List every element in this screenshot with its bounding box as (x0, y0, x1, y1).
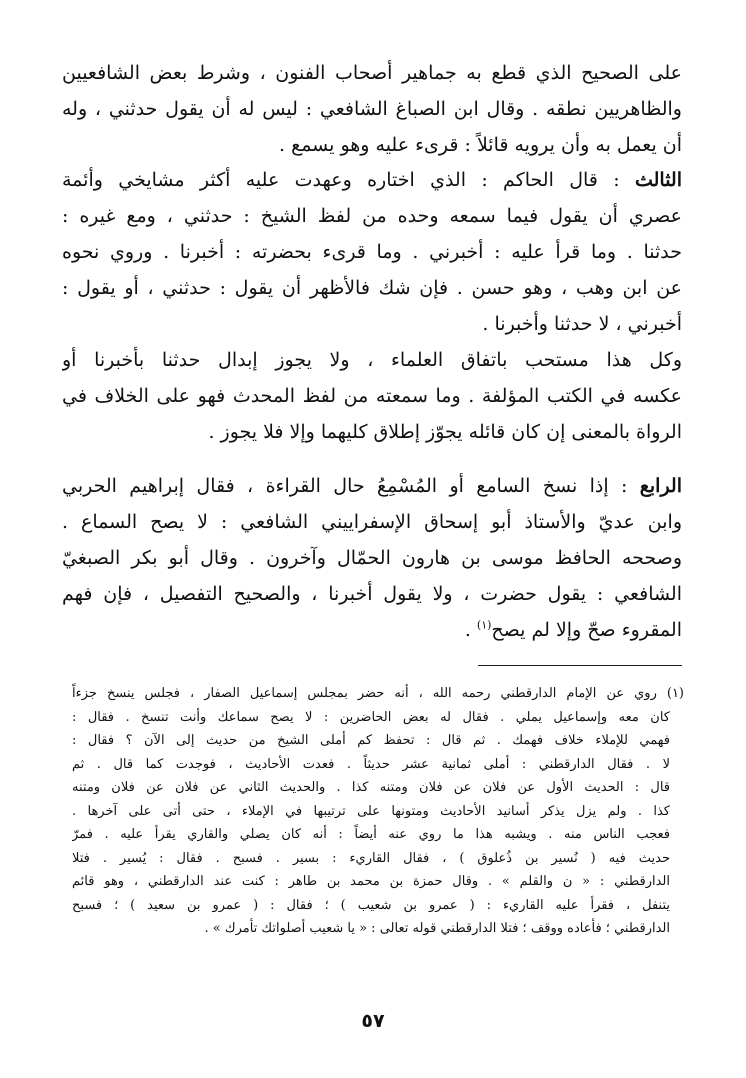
footnote-line: لا . فقال الدارقطني : أملى ثمانية عشر حديثاً . فعدت الأحاديث ، فوجدت كما قال . ثم (72, 756, 670, 772)
footnote-line: فعجب الناس منه . ويشبه هذا ما روي عنه أيضاً : أنه كان يصلي والقاري يقرأ عليه . فمرّ (72, 827, 670, 842)
text-fragment: . (464, 619, 477, 641)
section-heading-fourth: الرابع (639, 475, 682, 497)
text-fragment: : قال الحاكم : الذي اختاره وعهدت عليه أكثر مشايخي وأئمة (62, 169, 635, 191)
text-line (62, 612, 682, 648)
footnote-line: حديث فيه ( نُسير بن ذُعلوق ) ، فقال القاريء : بسير . فسبح . فقال : يُسير . فتلا (72, 850, 670, 866)
text-line: والظاهريين نطقه . وقال ابن الصباغ الشافعي : ليس له أن يقول حدثني ، وله (62, 98, 682, 120)
text-line: وكل هذا مستحب باتفاق العلماء ، ولا يجوز إبدال حدثنا بأخبرنا أو (62, 349, 682, 371)
page-number: ٥٧ (361, 1010, 385, 1032)
section-heading-third: الثالث (634, 169, 682, 191)
text-line: الشافعي : يقول حضرت ، ولا يقول أخبرنا ، والصحيح التفصيل ، فإن فهم (62, 583, 682, 605)
footnote-separator (478, 665, 682, 666)
footnote-line: يتنفل ، فقرأ عليه القاريء : ( عمرو بن شعيب ) ؛ فقال : ( عمرو بن سعيد ) ؛ فسبح (72, 897, 670, 913)
footnote-line: فهمي للإملاء خلاف فهمك . ثم قال : تحفظ كم أملى الشيخ من حديث إلى الآن ؟ فقال : (72, 733, 670, 748)
footnote-line: الدارقطني ؛ فأعاده ووقف ؛ فتلا الدارقطني قوله تعالى : « يا شعيب أصلواتك تأمرك » . (204, 921, 670, 936)
text-fragment: : إذا نسخ السامع أو المُسْمِعُ حال القراءة ، فقال إبراهيم الحربي (62, 475, 640, 497)
text-line: أن يعمل به وأن يرويه قائلاً : قرىء عليه وهو يسمع . (279, 134, 682, 156)
text-line (62, 468, 682, 504)
text-line: حدثنا . وما قرأ عليه : أخبرني . وما قرىء بحضرته : أخبرنا . وروي نحوه (62, 241, 682, 263)
text-line: عن ابن وهب ، وهو حسن . فإن شك فالأظهر أن يقول : حدثني ، أو يقول : (62, 277, 682, 299)
footnote-line: كذا . ولم يزل يذكر أسانيد الأحاديث ومتونها على ترتيبها في الإملاء ، حتى أتى على آخرها . (72, 803, 670, 819)
text-line: أخبرني ، لا حدثنا وأخبرنا . (482, 313, 682, 335)
footnote-line: الدارقطني : « ن والقلم » . وقال حمزة بن محمد بن طاهر : كنت عند الدارقطني ، وهو قائم (72, 874, 670, 889)
text-line: الرواة بالمعنى إن كان قائله يجوّز إطلاق كليهما وإلا فلا يجوز . (208, 421, 682, 443)
paragraph-3 (62, 342, 682, 450)
footnote-line: قال : الحديث الأول عن فلان عن فلان ومتنه كذا . والحديث الثاني عن فلان عن فلان ومتنه (72, 780, 670, 795)
paragraph-1 (62, 55, 682, 163)
paragraph-4 (62, 468, 682, 648)
footnote-1 (72, 682, 684, 941)
text-line: على الصحيح الذي قطع به جماهير أصحاب الفنون ، وشرط بعض الشافعيين (62, 62, 682, 84)
text-line: عصري أن يقول فيما سمعه وحده من لفظ الشيخ : حدثني ، ومع غيره : (62, 205, 682, 227)
footnote-reference[interactable]: (١) (476, 618, 492, 632)
footnote-line: كان معه وإسماعيل يملي . فقال له بعض الحاضرين : لا يصح سماعك وأنت تنسخ . فقال : (72, 709, 670, 725)
text-line: وصححه الحافظ موسى بن هارون الحمّال وآخرون . وقال أبو بكر الصبغيّ (62, 547, 682, 569)
paragraph-2 (62, 162, 682, 342)
text-line: وابن عديّ والأستاذ أبو إسحاق الإسفراييني الشافعي : لا يصح السماع . (62, 511, 682, 533)
text-fragment: المقروء صحّ وإلا لم يصح (491, 619, 682, 641)
footnote-line: (١) روي عن الإمام الدارقطني رحمه الله ، أنه حضر بمجلس إسماعيل الصفار ، فجلس ينسخ جزءاً (72, 686, 684, 701)
text-line: عكسه في الكتب المؤلفة . وما سمعته من لفظ المحدث فهو على الخلاف في (62, 385, 682, 407)
text-line (62, 162, 682, 198)
